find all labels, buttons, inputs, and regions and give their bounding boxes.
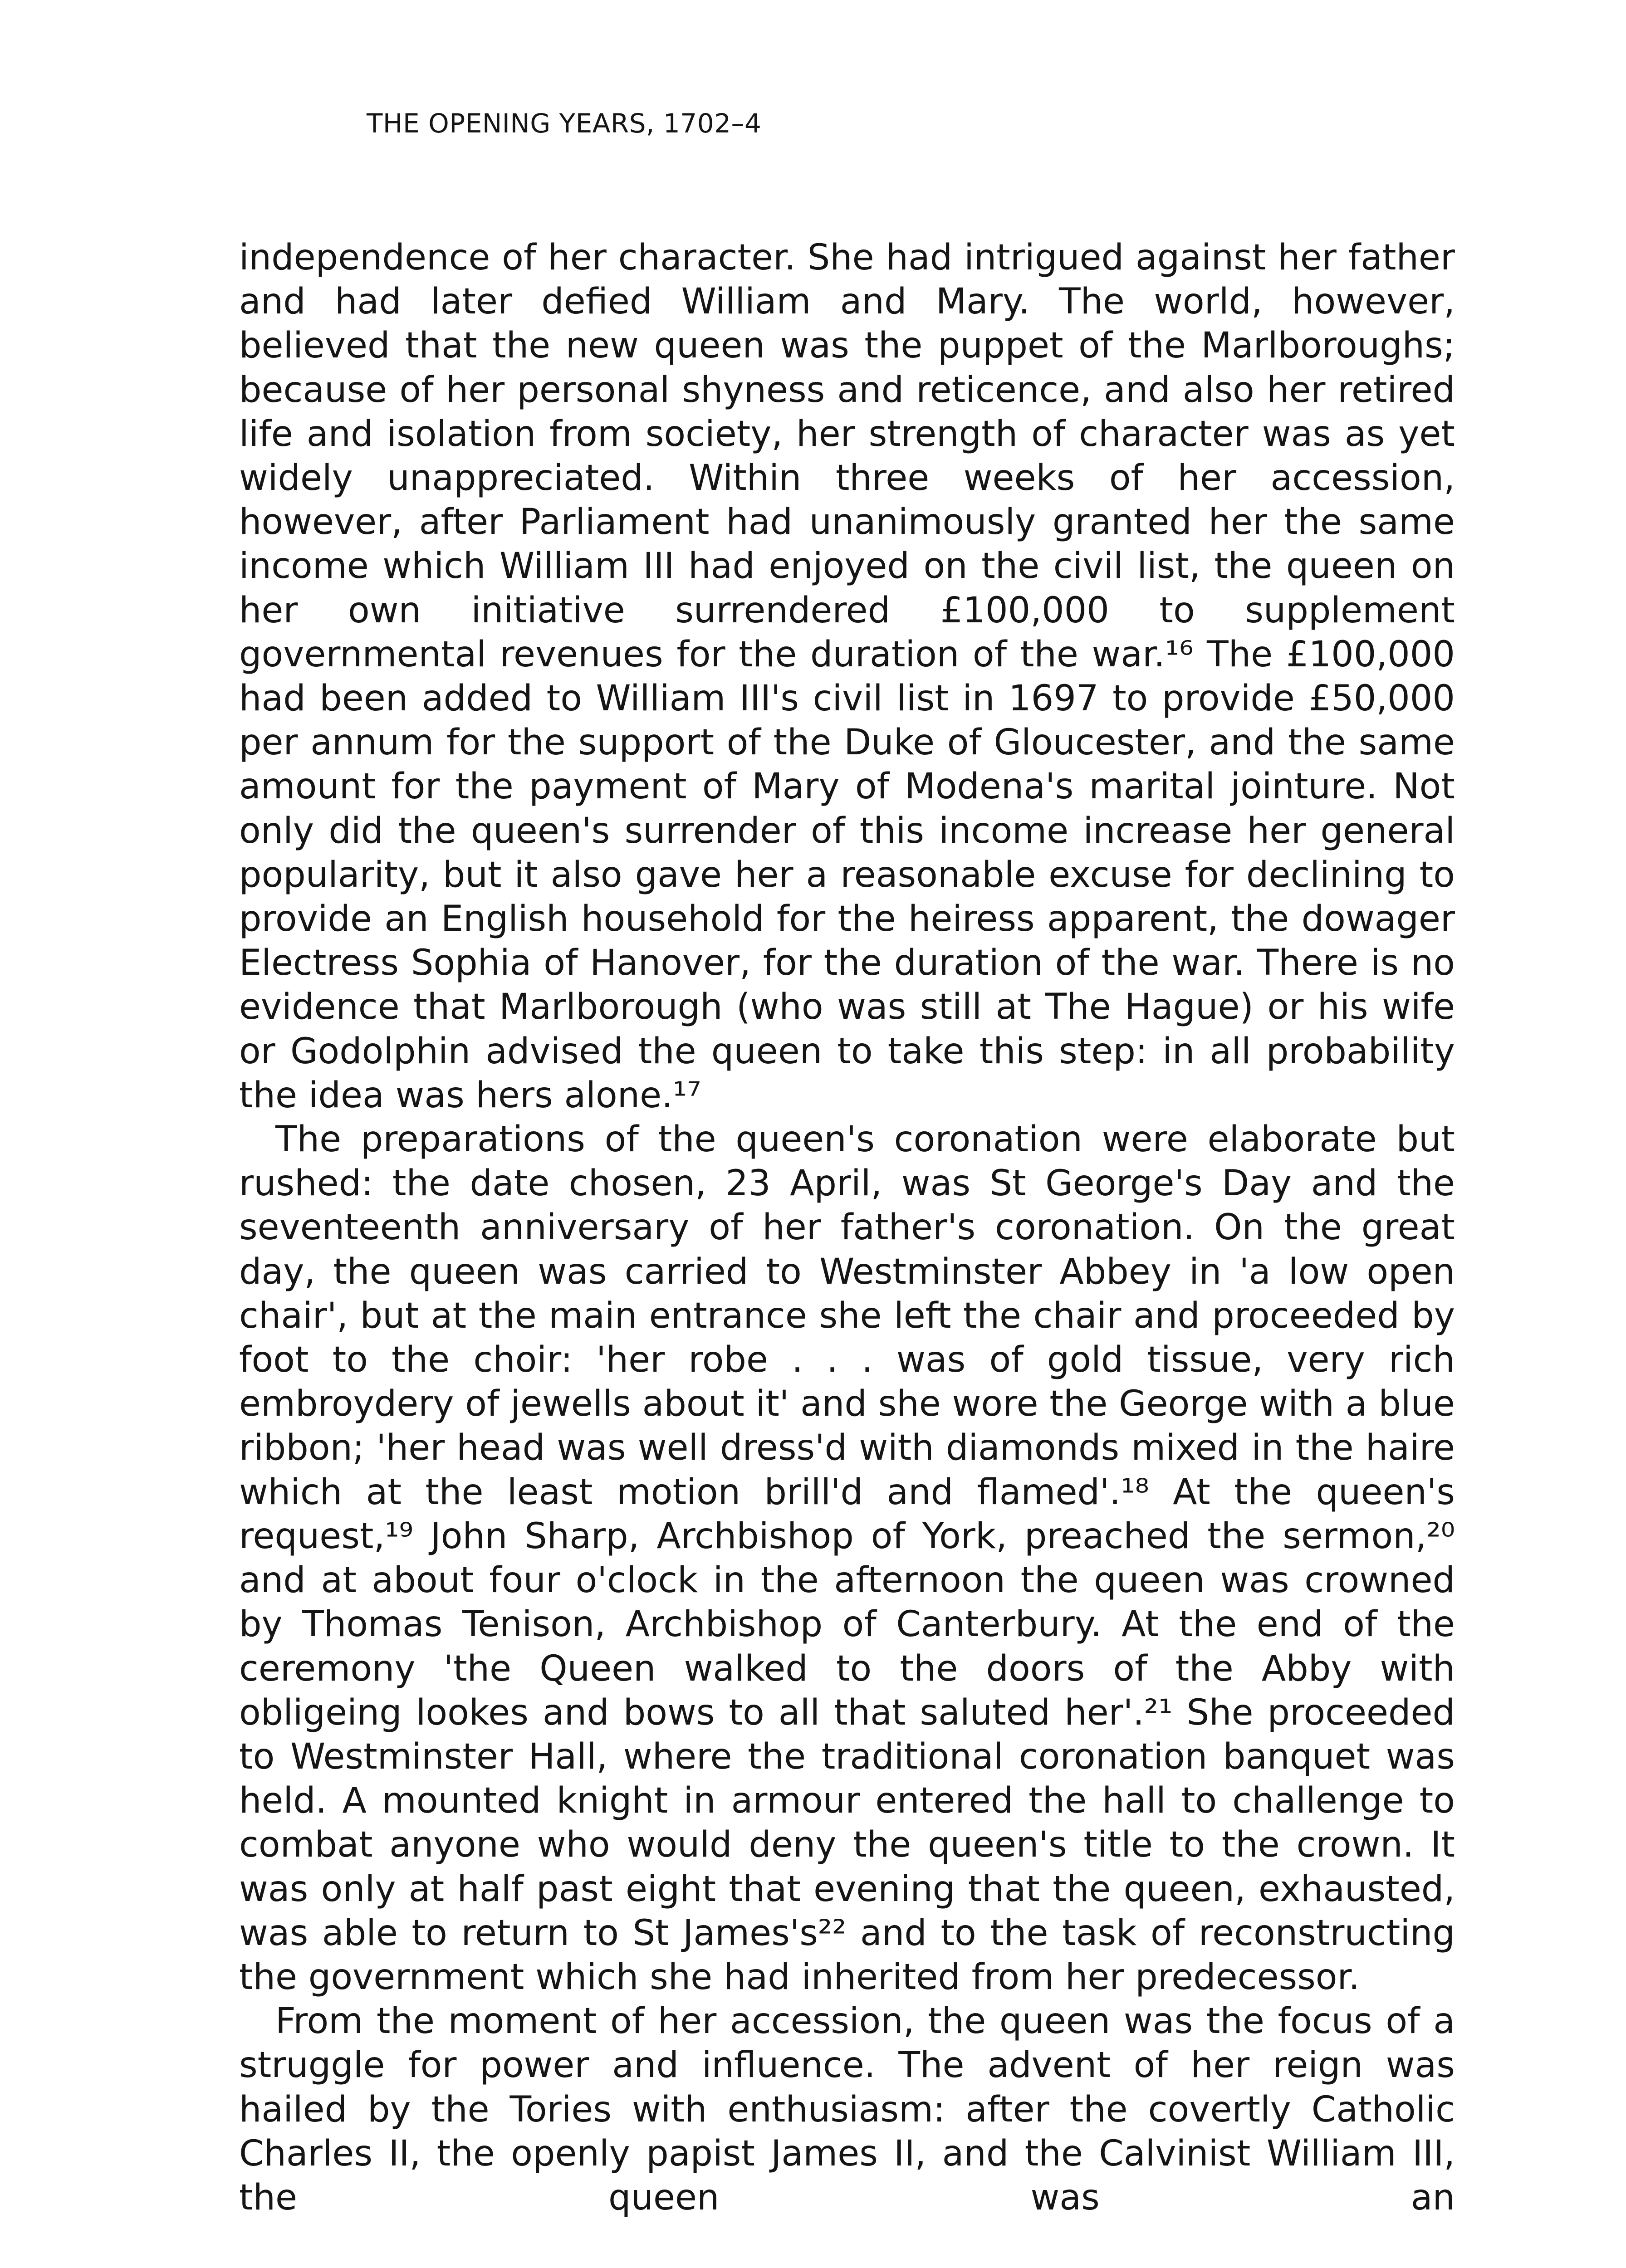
running-head: THE OPENING YEARS, 1702–4 [367, 108, 762, 139]
paragraph-2: The preparations of the queen's coronation were elaborate but rushed: the date chosen, 23 April, was St George's Day and the seventeenth anniversary of her father's coronation. On the great day, the queen was carried to Westminster Abbey in 'a low open chair', but at the main entrance she left the chair and proceeded by foot to the choir: 'her robe . . . was of gold tissue, very rich embroydery of jewells about it' and she wore the George with a blue ribbon; 'her head was well dress'd with diamonds mixed in the haire which at the least motion brill'd and flamed'.¹⁸ At the queen's request,¹⁹ John Sharp, Archbishop of York, preached the sermon,²⁰ and at about four o'clock in the afternoon the queen was crowned by Thomas Tenison, Archbishop of Canterbury. At the end of the ceremony 'the Queen walked to the doors of the Abby with obligeing lookes and bows to all that saluted her'.²¹ She proceeded to Westminster Hall, where the traditional coronation banquet was held. A mounted knight in armour entered the hall to challenge to combat anyone who would deny the queen's title to the crown. It was only at half past eight that evening that the queen, exhausted, was able to return to St James's²² and to the task of reconstructing the government which she had inherited from her predecessor. [239, 1119, 1455, 1998]
body-text [239, 236, 1455, 2220]
paragraph-3: From the moment of her accession, the queen was the focus of a struggle for power and influence. The advent of her reign was hailed by the Tories with enthusiasm: after the covertly Catholic Charles II, the openly papist James II, and the Calvinist William III, the queen was an [239, 2001, 1455, 2218]
paragraph-1: independence of her character. She had intrigued against her father and had later defied William and Mary. The world, however, believed that the new queen was the puppet of the Marlboroughs; because of her personal shyness and reticence, and also her retired life and isolation from society, her strength of character was as yet widely unappreciated. Within three weeks of her accession, however, after Parliament had unanimously granted her the same income which William III had enjoyed on the civil list, the queen on her own initiative surrendered £100,000 to supplement governmental revenues for the duration of the war.¹⁶ The £100,000 had been added to William III's civil list in 1697 to provide £50,000 per annum for the support of the Duke of Gloucester, and the same amount for the payment of Mary of Modena's marital jointure. Not only did the queen's surrender of this income increase her general popularity, but it also gave her a reasonable excuse for declining to provide an English household for the heiress apparent, the dowager Electress Sophia of Hanover, for the duration of the war. There is no evidence that Marlborough (who was still at The Hague) or his wife or Godolphin advised the queen to take this step: in all probability the idea was hers alone.¹⁷ [239, 237, 1455, 1116]
